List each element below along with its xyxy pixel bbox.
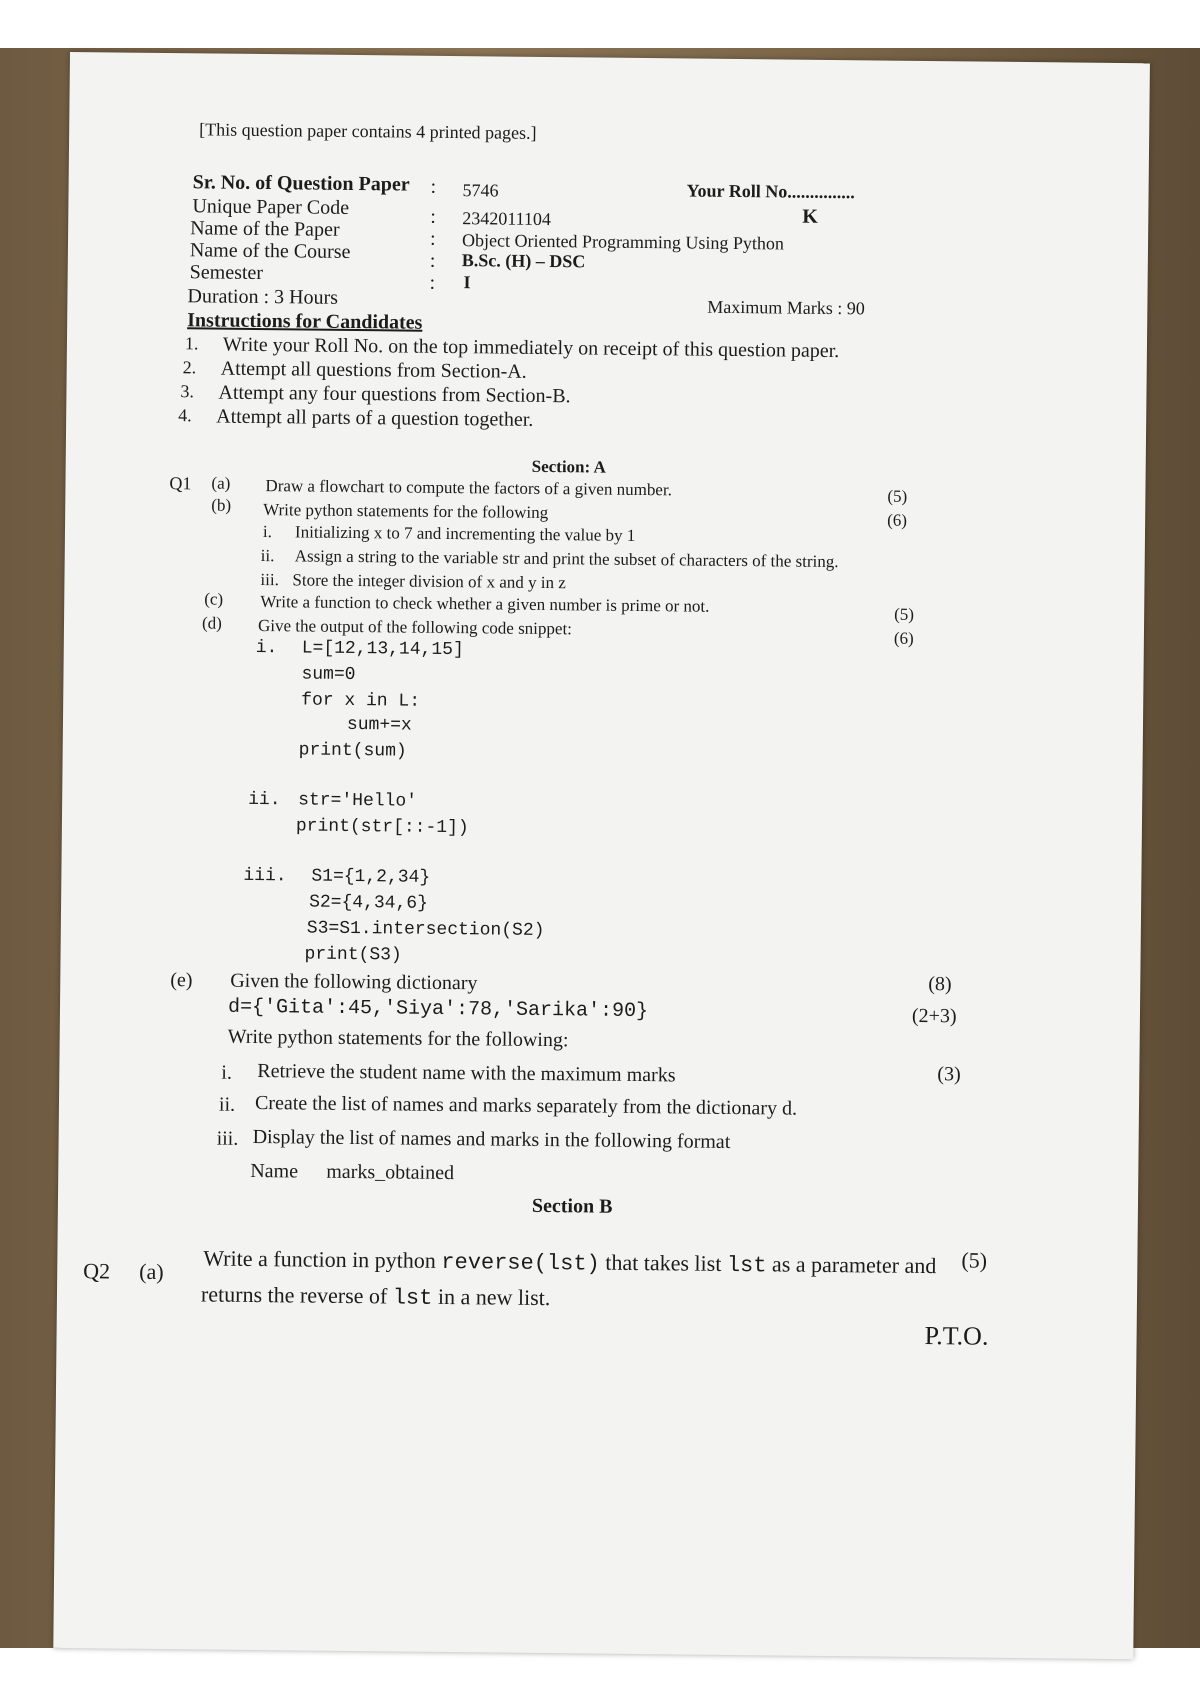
meta-sep-paper-name: : bbox=[430, 205, 436, 228]
instruction-number: 1. bbox=[184, 333, 199, 354]
q2a-text-1: Write a function in python bbox=[203, 1245, 437, 1273]
instruction-text: Attempt all parts of a question together. bbox=[216, 405, 534, 431]
q2a-function-signature: reverse(lst) bbox=[441, 1249, 600, 1277]
q2-label: Q2 bbox=[83, 1258, 111, 1284]
q1d-text: Give the output of the following code snippet: bbox=[257, 616, 573, 639]
q1e-sub-text: Display the list of names and marks in the following format bbox=[252, 1125, 731, 1153]
code-line: S2={4,34,6} bbox=[309, 892, 429, 914]
q1e-label: (e) bbox=[170, 969, 193, 992]
q2a-marks: (5) bbox=[961, 1247, 988, 1273]
instruction-text: Attempt all questions from Section-A. bbox=[220, 357, 527, 383]
instruction-number: 3. bbox=[180, 381, 195, 402]
q2a-line-1 bbox=[203, 1245, 936, 1280]
q2a-text-3: as a parameter and bbox=[771, 1251, 937, 1279]
q1e-sub-marks: (3) bbox=[937, 1063, 961, 1086]
code-line: sum=0 bbox=[301, 664, 356, 686]
instruction-number: 2. bbox=[182, 357, 197, 378]
q1b-label: (b) bbox=[211, 495, 232, 515]
q1e-sub-text: Retrieve the student name with the maximum marks bbox=[257, 1060, 676, 1087]
set-letter: K bbox=[802, 205, 818, 228]
code-line: S1={1,2,34} bbox=[311, 866, 431, 888]
instruction-text: Attempt any four questions from Section-B. bbox=[218, 381, 571, 408]
section-a-title: Section: A bbox=[531, 456, 606, 477]
meta-value-paper-name: Object Oriented Programming Using Python bbox=[461, 230, 785, 254]
q2a-text-2: that takes list bbox=[605, 1249, 722, 1276]
code-line: print(str[::-1]) bbox=[295, 816, 469, 839]
q1b-sub-num: i. bbox=[262, 522, 273, 542]
code-line: S3=S1.intersection(S2) bbox=[306, 918, 545, 942]
q1e-sub-num: ii. bbox=[218, 1093, 236, 1116]
code-line: str='Hello' bbox=[298, 790, 418, 812]
code-line: L=[12,13,14,15] bbox=[301, 638, 464, 661]
meta-label-duration: Duration : 3 Hours bbox=[187, 285, 339, 309]
q1d-label: (d) bbox=[201, 613, 222, 633]
instruction-text: Write your Roll No. on the top immediately on receipt of this question paper. bbox=[222, 333, 840, 363]
pto-marker: P.T.O. bbox=[924, 1321, 989, 1351]
instruction-number: 4. bbox=[178, 405, 192, 426]
q1c-marks: (5) bbox=[894, 604, 915, 624]
pages-note: [This question paper contains 4 printed pages.] bbox=[199, 119, 537, 143]
maximum-marks: Maximum Marks : 90 bbox=[707, 296, 865, 319]
q1e-marks: (8) bbox=[928, 973, 952, 996]
instructions-title: Instructions for Candidates bbox=[187, 309, 423, 334]
meta-label-course: Name of the Course bbox=[189, 239, 351, 263]
meta-value-course: B.Sc. (H) – DSC bbox=[461, 250, 586, 272]
meta-value-sr-no: 5746 bbox=[462, 180, 499, 201]
code-line: for x in L: bbox=[301, 690, 421, 712]
meta-value-paper-code: 2342011104 bbox=[462, 208, 552, 230]
q2a-line2-post: in a new list. bbox=[437, 1283, 551, 1311]
q2a-line2-code: lst bbox=[392, 1285, 433, 1311]
code-i-number: i. bbox=[255, 637, 278, 659]
q1b-sub-num: ii. bbox=[260, 546, 275, 566]
q1-label: Q1 bbox=[169, 473, 192, 494]
q1a-marks: (5) bbox=[887, 486, 908, 506]
format-name-label: Name bbox=[250, 1159, 299, 1183]
code-line: print(sum) bbox=[298, 740, 407, 762]
meta-sep-duration: : bbox=[429, 271, 436, 294]
q1b-sub-text: Initializing x to 7 and incrementing the value by 1 bbox=[294, 522, 636, 545]
meta-sep-semester: : bbox=[429, 249, 436, 272]
format-marks-label: marks_obtained bbox=[326, 1160, 455, 1185]
meta-label-paper-code: Unique Paper Code bbox=[192, 195, 350, 219]
q2a-line2-pre: returns the reverse of bbox=[200, 1281, 388, 1309]
q1a-label: (a) bbox=[211, 473, 231, 493]
q1e-text: Given the following dictionary bbox=[230, 969, 478, 995]
q2a-label: (a) bbox=[139, 1258, 164, 1285]
code-iii-number: iii. bbox=[243, 865, 287, 887]
q1e-sub-text: Create the list of names and marks separately from the dictionary d. bbox=[254, 1091, 798, 1120]
q1b-sub-text: Assign a string to the variable str and print the subset of characters of the string. bbox=[294, 546, 839, 572]
meta-label-sr-no: Sr. No. of Question Paper bbox=[192, 171, 410, 196]
q1e-marks-split: (2+3) bbox=[911, 1004, 957, 1028]
meta-sep-sr-no: : bbox=[430, 175, 437, 198]
q1c-label: (c) bbox=[204, 589, 224, 609]
q1c-text: Write a function to check whether a given number is prime or not. bbox=[260, 592, 710, 616]
q1e-sub-num: iii. bbox=[216, 1127, 239, 1150]
section-b-title: Section B bbox=[531, 1194, 613, 1218]
meta-label-semester: Semester bbox=[189, 261, 264, 285]
code-line: sum+=x bbox=[346, 714, 412, 736]
q1b-text: Write python statements for the following bbox=[263, 500, 549, 523]
q1d-marks: (6) bbox=[893, 628, 914, 648]
meta-label-paper-name: Name of the Paper bbox=[190, 217, 340, 241]
code-ii-number: ii. bbox=[248, 789, 281, 811]
q1b-marks: (6) bbox=[887, 510, 908, 530]
question-paper bbox=[53, 52, 1150, 1659]
q2a-line-2 bbox=[201, 1281, 551, 1312]
code-line: print(S3) bbox=[304, 944, 402, 966]
meta-sep-course: : bbox=[429, 227, 436, 250]
q1e-dictionary: d={'Gita':45,'Siya':78,'Sarika':90} bbox=[227, 995, 649, 1024]
q1a-text: Draw a flowchart to compute the factors of a given number. bbox=[265, 476, 673, 500]
q1b-sub-num: iii. bbox=[260, 570, 280, 590]
roll-number-field: Your Roll No............... bbox=[686, 180, 855, 203]
q1e-sub-num: i. bbox=[221, 1061, 232, 1084]
meta-value-semester: I bbox=[463, 272, 471, 293]
q1b-sub-text: Store the integer division of x and y in z bbox=[292, 570, 566, 593]
q1e-intro: Write python statements for the following: bbox=[227, 1025, 569, 1052]
q2a-param-name: lst bbox=[726, 1252, 767, 1279]
